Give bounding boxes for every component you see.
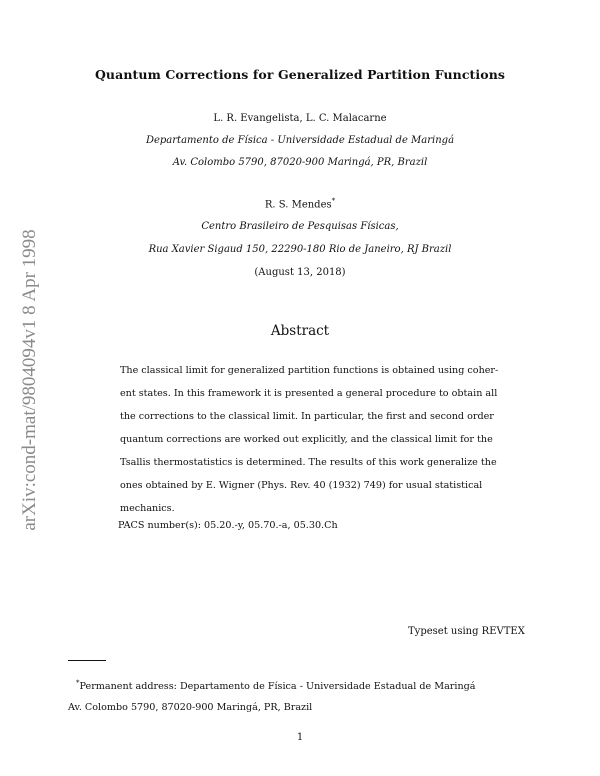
abstract-text — [120, 359, 499, 520]
footnote-line2: Av. Colombo 5790, 87020-900 Maringá, PR, Brazil — [68, 702, 313, 713]
footnote-mark: * — [76, 679, 80, 687]
pacs-numbers: PACS number(s): 05.20.-y, 05.70.-a, 05.30.Ch — [118, 520, 338, 531]
footnote-rule — [68, 660, 106, 661]
footnote-text: Permanent address: Departamento de Física - Universidade Estadual de Maringá — [79, 681, 476, 693]
abstract-heading: Abstract — [270, 323, 330, 339]
abstract-line: Tsallis thermostatistics is determined. The results of this work generalize the — [120, 457, 497, 468]
affiliation-2-line2: Rua Xavier Sigaud 150, 22290-180 Rio de Janeiro, RJ Brazil — [148, 244, 452, 255]
authors-1: L. R. Evangelista, L. C. Malacarne — [213, 113, 387, 124]
affiliation-1-line1: Departamento de Física - Universidade Estadual de Maringá — [145, 135, 455, 146]
footnote-line1 — [76, 679, 476, 692]
arxiv-stamp: arXiv:cond-mat/9804094v1 8 Apr 1998 — [19, 229, 40, 531]
abstract-line: ones obtained by E. Wigner (Phys. Rev. 40 (1932) 749) for usual statistical — [120, 480, 483, 491]
abstract-line: quantum corrections are worked out explicitly, and the classical limit for the — [120, 434, 493, 445]
author-2 — [0, 197, 600, 210]
abstract-line: the corrections to the classical limit. In particular, the first and second order — [120, 411, 494, 422]
abstract-line: mechanics. — [120, 503, 175, 514]
author-2-footnote-mark: * — [331, 197, 336, 205]
typeset-note: Typeset using REVTEX — [408, 626, 525, 637]
date: (August 13, 2018) — [254, 267, 346, 278]
page-number: 1 — [296, 732, 304, 743]
abstract-line: ent states. In this framework it is presented a general procedure to obtain all — [120, 388, 498, 399]
abstract-line: The classical limit for generalized partition functions is obtained using coher- — [120, 365, 499, 376]
author-2-name: R. S. Mendes — [264, 199, 332, 211]
paper-title: Quantum Corrections for Generalized Partition Functions — [94, 67, 506, 82]
affiliation-2-line1: Centro Brasileiro de Pesquisas Físicas, — [201, 221, 399, 232]
affiliation-1-line2: Av. Colombo 5790, 87020-900 Maringá, PR, Brazil — [172, 157, 428, 168]
